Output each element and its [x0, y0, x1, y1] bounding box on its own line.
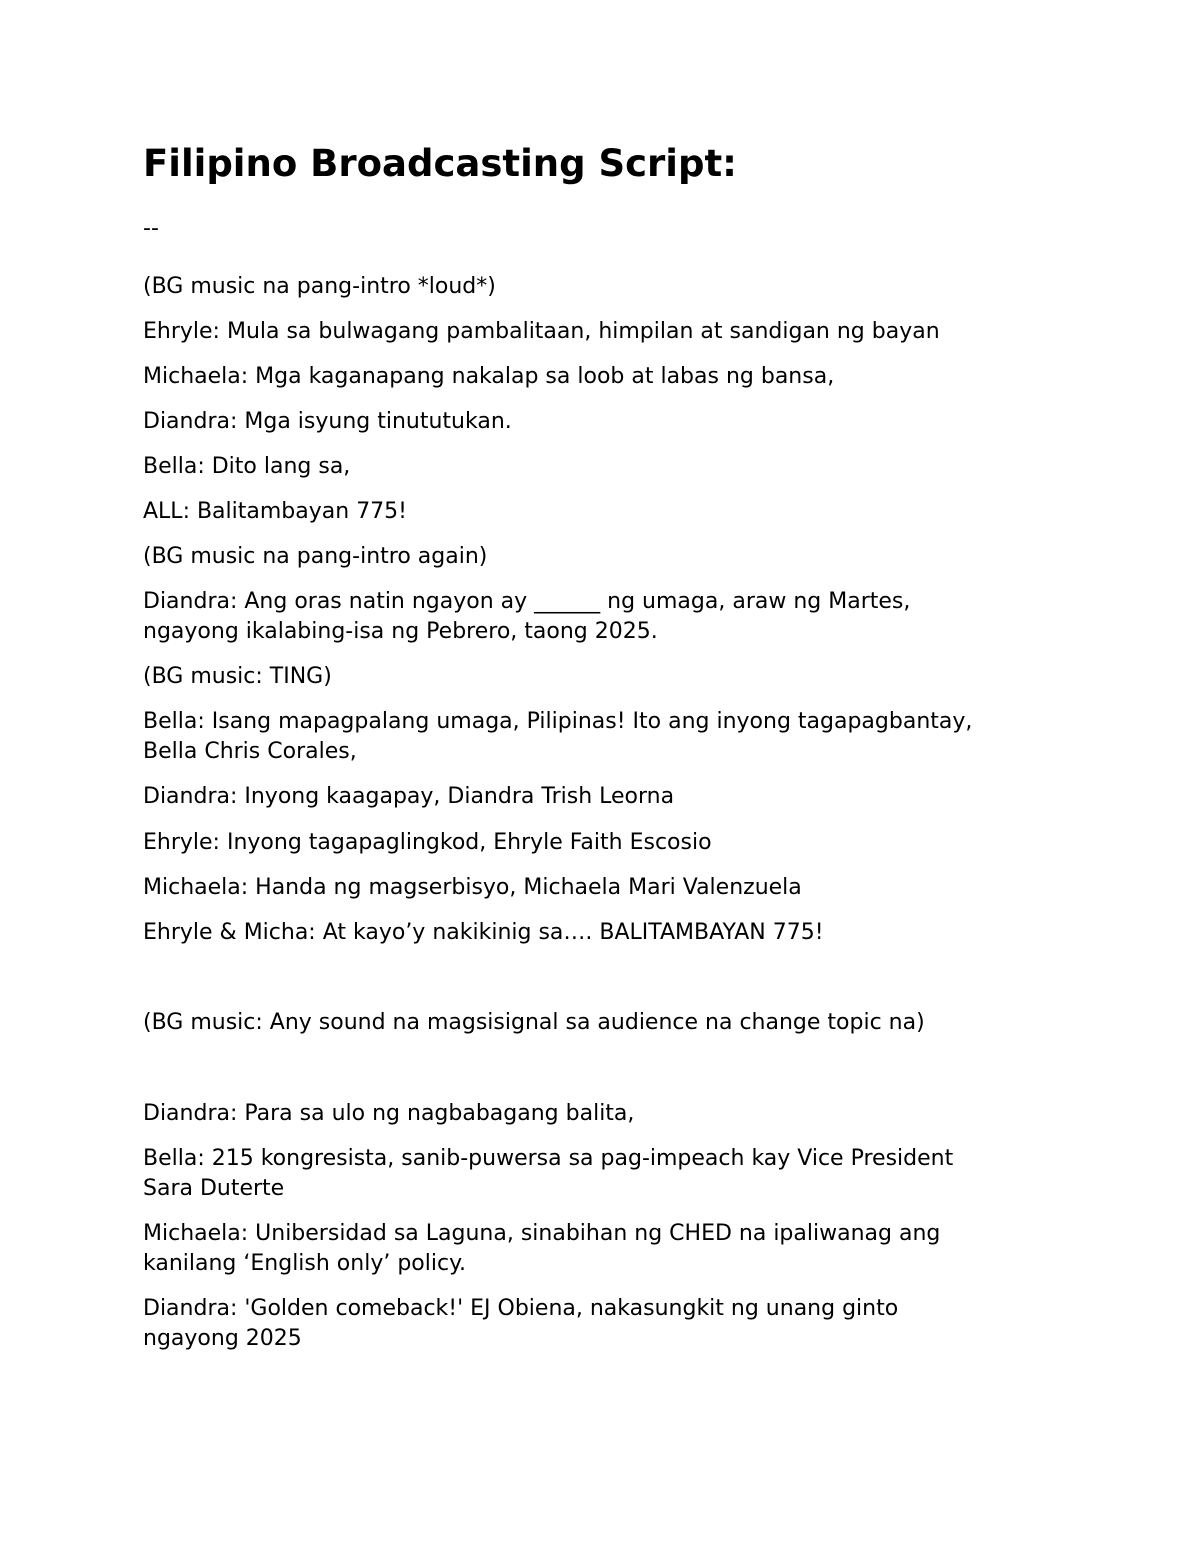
script-line: Ehryle: Inyong tagapaglingkod, Ehryle Faith Escosio — [143, 830, 712, 855]
script-line: Bella: Isang mapagpalang umaga, Pilipinas! Ito ang inyong tagapagbantay, Bella Chris Corales, — [143, 709, 973, 764]
script-line: Ehryle & Micha: At kayo’y nakikinig sa…. BALITAMBAYAN 775! — [143, 920, 824, 945]
separator: -- — [143, 216, 159, 241]
script-line: (BG music na pang-intro *loud*) — [143, 274, 496, 299]
script-line: Michaela: Handa ng magserbisyo, Michaela Mari Valenzuela — [143, 875, 802, 900]
script-line: Diandra: Inyong kaagapay, Diandra Trish Leorna — [143, 784, 675, 809]
script-line: Diandra: Para sa ulo ng nagbabagang balita, — [143, 1101, 635, 1126]
script-line: Ehryle: Mula sa bulwagang pambalitaan, himpilan at sandigan ng bayan — [143, 319, 940, 344]
document-title: Filipino Broadcasting Script: — [143, 142, 737, 185]
script-line: Michaela: Mga kaganapang nakalap sa loob at labas ng bansa, — [143, 364, 835, 389]
script-line: Diandra: 'Golden comeback!' EJ Obiena, nakasungkit ng unang ginto ngayong 2025 — [143, 1296, 899, 1351]
script-line: Bella: 215 kongresista, sanib-puwersa sa pag-impeach kay Vice President Sara Duterte — [143, 1146, 954, 1201]
script-line: Diandra: Ang oras natin ngayon ay ______ ng umaga, araw ng Martes, ngayong ikalabing-isa ng Pebrero, taong 2025. — [143, 589, 911, 644]
script-line: (BG music na pang-intro again) — [143, 544, 488, 569]
script-line: Diandra: Mga isyung tinututukan. — [143, 409, 512, 434]
script-line: (BG music: TING) — [143, 664, 332, 689]
script-line: ALL: Balitambayan 775! — [143, 499, 407, 524]
script-line: Michaela: Unibersidad sa Laguna, sinabihan ng CHED na ipaliwanag ang kanilang ‘English only’ policy. — [143, 1221, 941, 1276]
script-line: Bella: Dito lang sa, — [143, 454, 351, 479]
script-line: (BG music: Any sound na magsisignal sa audience na change topic na) — [143, 1010, 925, 1035]
